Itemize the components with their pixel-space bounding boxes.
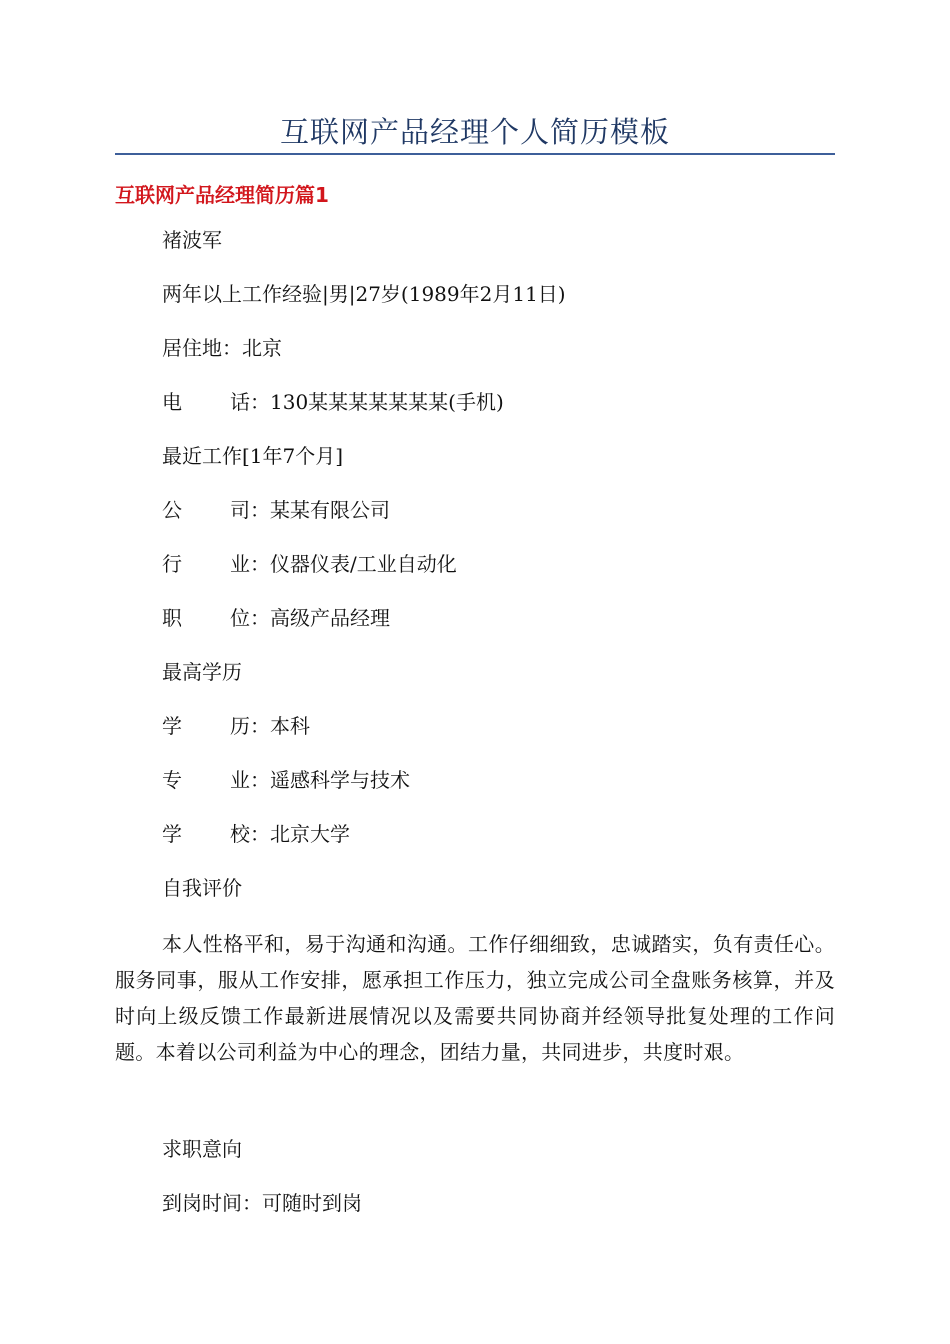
major-row — [162, 765, 410, 795]
residence-label: 居住地 — [162, 336, 222, 360]
major-separator: ： — [250, 768, 270, 792]
position-row — [162, 603, 390, 633]
industry-separator: ： — [250, 552, 270, 576]
school-label: 学校 — [162, 822, 250, 846]
industry-row — [162, 549, 457, 579]
degree-row — [162, 711, 310, 741]
residence-separator: ： — [222, 336, 242, 360]
summary-line: 两年以上工作经验|男|27岁(1989年2月11日) — [162, 282, 566, 306]
degree-separator: ： — [250, 714, 270, 738]
phone-value: 130某某某某某某某(手机) — [270, 390, 504, 414]
company-separator: ： — [250, 498, 270, 522]
section-heading: 互联网产品经理简历篇1 — [115, 183, 329, 207]
industry-label: 行业 — [162, 552, 250, 576]
major-label: 专业 — [162, 768, 250, 792]
major-value: 遥感科学与技术 — [270, 768, 410, 792]
candidate-name: 褚波军 — [162, 228, 222, 252]
phone-row — [162, 387, 504, 417]
arrival-label: 到岗时间 — [162, 1191, 242, 1215]
self-eval-heading: 自我评价 — [162, 876, 242, 900]
phone-label: 电话 — [162, 390, 250, 414]
company-label: 公司 — [162, 498, 250, 522]
arrival-value: 可随时到岗 — [262, 1191, 362, 1215]
position-label: 职位 — [162, 606, 250, 630]
recent-work-heading: 最近工作[1年7个月] — [162, 444, 344, 468]
school-value: 北京大学 — [270, 822, 350, 846]
school-row — [162, 819, 350, 849]
phone-separator: ： — [250, 390, 270, 414]
school-separator: ： — [250, 822, 270, 846]
position-separator: ： — [250, 606, 270, 630]
position-value: 高级产品经理 — [270, 606, 390, 630]
company-row — [162, 495, 390, 525]
arrival-separator: ： — [242, 1191, 262, 1215]
residence-row — [162, 333, 282, 363]
degree-label: 学历 — [162, 714, 250, 738]
industry-value: 仪器仪表/工业自动化 — [270, 552, 457, 576]
arrival-row — [162, 1188, 362, 1218]
degree-value: 本科 — [270, 714, 310, 738]
residence-value: 北京 — [242, 336, 282, 360]
education-heading: 最高学历 — [162, 660, 242, 684]
company-value: 某某有限公司 — [270, 498, 390, 522]
title-underline — [115, 153, 835, 155]
self-eval-paragraph: 本人性格平和，易于沟通和沟通。工作仔细细致，忠诚踏实，负有责任心。服务同事，服从工作安排，愿承担工作压力，独立完成公司全盘账务核算，并及时向上级反馈工作最新进展情况以及需要共同协商并经领导批复处理的工作问题。本着以公司利益为中心的理念，团结力量，共同进步，共度时艰。 — [115, 932, 835, 1064]
document-title: 互联网产品经理个人简历模板 — [279, 115, 670, 149]
job-intent-heading: 求职意向 — [162, 1137, 242, 1161]
